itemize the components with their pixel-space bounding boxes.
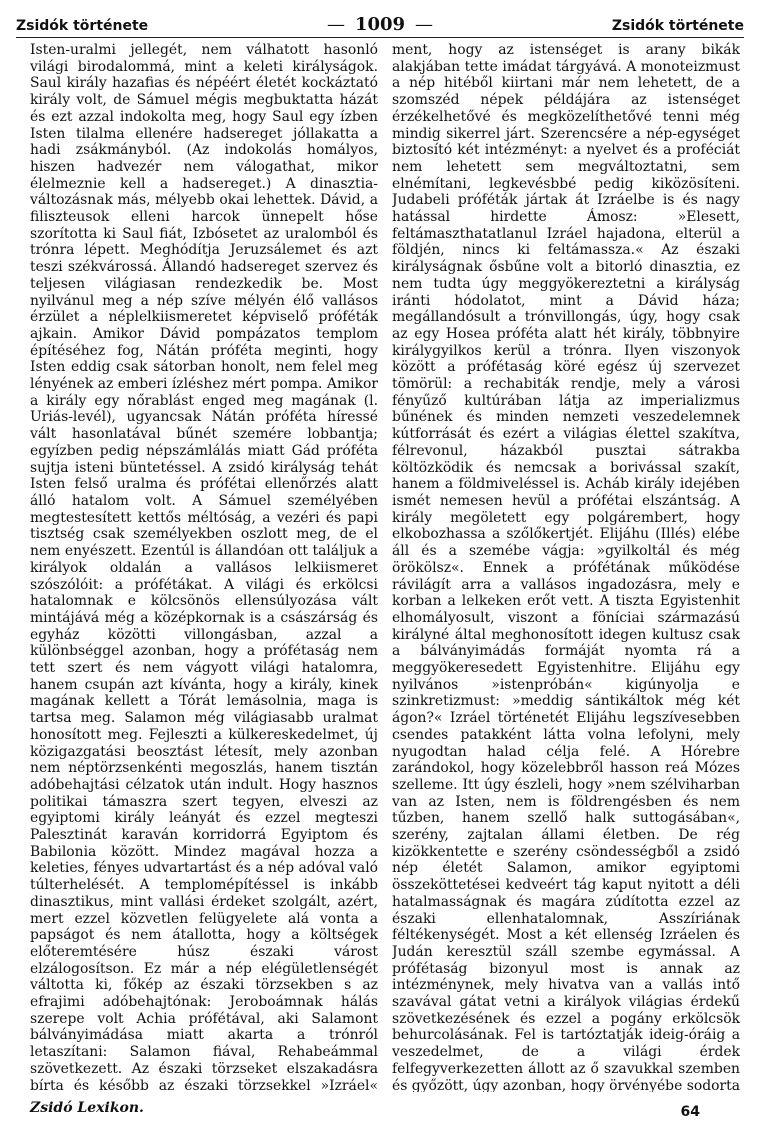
footer-publication: Zsidó Lexikon. [30,1100,144,1116]
article-text-left: Isten-uralmi jellegét, nem válhatott hasonló világi birodalommá, mint a keleti királyságok. Saul király hazafias és népéért életét kockáztató király volt, de Sámuel mégis megbuktatta házát és ezt azzal indokolta meg, hogy Saul egy ízben Isten tilalma ellenére hadsereget jóllakatta a hadi zsákmányból. (Az indokolás homályos, hiszen hadvezér nem válogathat, mikor élelmeznie kell a hadsereget.) A dinasztia-változásnak más, mélyebb okai lehettek. Dávid, a filiszteusok elleni harcok ünnepelt hőse szorította ki Saul fiát, Izbósetet az uralomból és trónra lépett. Meghódítja Jeruzsálemet és azt teszi székvárossá. Állandó hadsereget szervez és teljesen világiasan rendezkedik be. Most nyilvánul meg a nép szíve mélyén élő vallásos érzület a néplelkiismeretet képviselő próféták ajkain. Amikor Dávid pompázatos templom építéséhez fog, Nátán próféta meginti, hogy Isten eddig csak sátorban honolt, nem felel meg lényének az emberi ízléshez mért pompa. Amikor a király egy nőrablást enged meg magának (l. Uriás-levél), ugyancsak Nátán próféta híressé vált hasonlatával bűnét szemére lobbantja; egyízben pedig népszámlálás miatt Gád próféta sujtja isteni büntetéssel. A zsidó királyság tehát Isten felső uralma és prófétai ellenőrzés alatt álló hatalom volt. A Sámuel személyében megtestesített kettős méltóság, a vezéri és papi tisztség csak személyekben oszlott meg, de el nem enyészett. Ezentúl is állandóan ott találjuk a királyok oldalán a vallásos lelkiismeret szószólóit: a prófétákat. A világi és erkölcsi hatalomnak e kölcsönös ellensúlyozása vált mintájává még a középkornak is a császárság és egyház közötti villongásban, azzal a különbséggel azonban, hogy a prófétaság nem tett szert és nem vágyott világi hatalomra, hanem csupán azt kívánta, hogy a király, kinek magának kellett a Tórát lemásolnia, maga is tartsa meg. Salamon még világiasabb uralmat honosított meg. Fejleszti a külkereskedelmet, új közigazgatási beosztást létesít, mely azonban nem néptörzsenkénti megoszlás, hanem tisztán adóbehajtási célzatok után indult. Hogy hasznos politikai támaszra szert tegyen, elveszi az egyiptomi király leányát és ezzel megteszi Palesztinát karaván korridorrá Egyiptom és Babilonia között. Mindez magával hozza a keleties, fényes udvartartást és a nép adóval való túlterhelését. A templomépítéssel is inkább dinasztikus, mint vallási érdeket szolgált, azért, mert ezzel közvetlen felügyelete alá vonta a papságot és nem átallotta, hogy a költségek előteremtésére húsz északi várost elzálogosítson. Ez már a nép elégületlenségét váltotta ki, főkép az északi törzsekben s az efrajimi adóbehajtónak: Jeroboámnak hálás szerepe volt Achia prófétával, aki Salamont bálványimádása miatt akarta a trónról letaszítani: Salamon fiával, Rehabeámmal szövetkezett. Az északi törzseket elszakadásra bírta és később az északi törzsekkel »Izráel« [30,42,378,1092]
footer-signature: 64 [680,1104,700,1120]
running-title-left: Zsidók története [16,18,149,34]
text-column-left [30,42,378,1092]
page-number: — 1009 — [326,14,434,35]
header-rule [16,37,744,38]
page-header [16,6,744,35]
running-title-right: Zsidók története [611,18,744,34]
text-column-right [392,42,740,1092]
article-text-right: ment, hogy az istenséget is arany bikák alakjában tette imádat tárgyává. A monoteizmust a nép hitéből kiirtani már nem lehetett, de a szomszéd népek példájára az istenséget érzékelhetővé és megközelíthetővé tenni még mindig sikerrel járt. Szerencsére a nép-egységet biztosító két intézményt: a nyelvet és a proféciát nem lehetett sem megváltoztatni, sem elnémítani, legkevésbbé pedig kiközösíteni. Judabeli próféták jártak át Izráelbe is és nagy hatással hirdette Ámosz: »Elesett, feltámaszthatatlanul Izráel hajadona, elterül a földjén, nincs ki feltámassza.« Az északi királyságnak ősbűne volt a bitorló dinasztia, ez nem tudta úgy meggyökereztetni a királyság iránti hódolatot, mint a Dávid háza; megállandósult a trónvillongás, úgy, hogy csak az egy Hosea próféta alatt hét király, többnyire királygyilkos kerül a trónra. Ilyen viszonyok között a prófétaság köré egész új szervezet tömörül: a rechabiták rendje, mely a városi fényűző kultúrában látja az imperializmus bűnének és minden nemzeti veszedelemnek kútforrását és ezért a világias élettel szakítva, félrevonul, házakból pusztai sátrakba költözködik és nemcsak a borivással szakít, hanem a földmiveléssel is. Acháb király idejében ismét nemesen hevül a prófétai elszántság. A király megöletett egy polgárembert, hogy elkobozhassa a szőlőkertjét. Elijáhu (Illés) elébe áll és a szemébe vágja: »gyilkoltál és még örökölsz«. Ennek a prófétának működése rávilágít arra a vallásos ingadozásra, mely e korban a lelkeken erőt vett. A tiszta Egyistenhit elhomályosult, viszont a föníciai származású királyné által meghonosított idegen kultusz csak a bálványimádás formáját nyomta rá a meggyökeresedett Egyistenhitre. Elijáhu egy nyilvános »istenpróbán« kigúnyolja e szinkretizmust: »meddig sántikáltok még két ágon?« Izráel történetét Elijáhu legszívesebben csendes patakként látta volna lefolyni, mely nyugodtan halad célja felé. A Hórebre zarándokol, hogy közelebbről hasson reá Mózes szelleme. Itt úgy észleli, hogy »nem szélviharban van az Isten, nem is földrengésben és nem tűzben, hanem szellő halk suttogásában«, szerény, zajtalan állami életben. De rég kizökkentette e szerény csöndességből a zsidó nép életét Salamon, amikor egyiptomi összeköttetései kedveért tág kaput nyitott a déli hatalmasságnak és magára zúdította ezzel az északi ellenhatalomnak, Asszíriának féltékenységét. Most a két ellenség Izráelen és Judán keresztül száll szembe egymással. A prófétaság bizonyul most is annak az intézménynek, mely hivatva van a vallás intő szavával gátat vetni a királyok világias érdekű szövetkezésének és ezzel a pogány erkölcsök behurcolásának. Fel is tartóztatják ideig-óráig a veszedelmet, de a világi érdek felfegyverkezetten állott az ő szavukkal szemben és győzött, úgy azonban, hogy örvényébe sodorta [392,42,740,1092]
page-number-value: 1009 [354,14,406,35]
